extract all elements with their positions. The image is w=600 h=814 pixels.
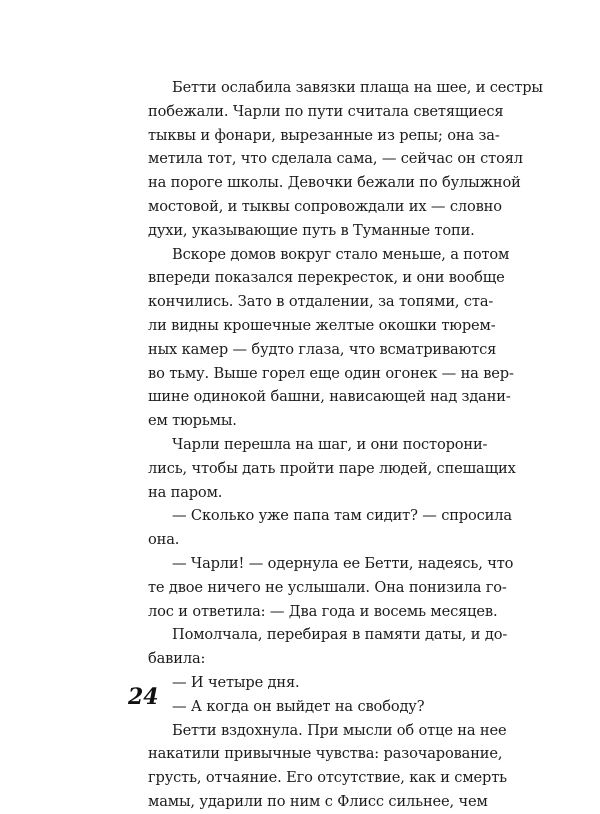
text-line: метила тот, что сделала сама, — сейчас он стоял bbox=[148, 150, 523, 168]
text-line: Помолчала, перебирая в памяти даты, и до- bbox=[172, 626, 508, 644]
text-line: мостовой, и тыквы сопровождали их — словно bbox=[148, 197, 502, 215]
text-line: ли видны крошечные желтые окошки тюрем- bbox=[148, 316, 496, 334]
text-line: Чарли перешла на шаг, и они посторони- bbox=[172, 435, 488, 453]
text-line: — Чарли! — одернула ее Бетти, надеясь, что bbox=[172, 554, 514, 572]
text-line: те двое ничего не услышали. Она понизила го- bbox=[148, 578, 507, 596]
text-line: Бетти ослабила завязки плаща на шее, и сестры bbox=[172, 79, 543, 96]
text-line: — Сколько уже папа там сидит? — спросила bbox=[172, 507, 512, 525]
text-line: тыквы и фонари, вырезанные из репы; она за- bbox=[148, 126, 500, 144]
text-line: мамы, ударили по ним с Флисс сильнее, чем bbox=[148, 792, 488, 810]
text-line: ных камер — будто глаза, что всматриваются bbox=[148, 340, 497, 358]
text-line: накатили привычные чувства: разочарование, bbox=[148, 745, 503, 763]
text-line: она. bbox=[148, 531, 180, 549]
text-line: бавила: bbox=[148, 650, 206, 668]
text-line: впереди показался перекресток, и они вообще bbox=[148, 269, 505, 287]
text-line: — И четыре дня. bbox=[172, 673, 300, 691]
text-line: во тьму. Выше горел еще один огонек — на вер- bbox=[148, 364, 514, 382]
text-line: Вскоре домов вокруг стало меньше, а потом bbox=[172, 245, 510, 263]
text-line: ем тюрьмы. bbox=[148, 412, 237, 430]
text-line: побежали. Чарли по пути считала светящиеся bbox=[148, 102, 504, 120]
text-line: кончились. Зато в отдалении, за топями, ста- bbox=[148, 293, 494, 311]
text-line: — А когда он выйдет на свободу? bbox=[172, 697, 425, 715]
text-line: лись, чтобы дать пройти паре людей, спешащих bbox=[148, 459, 516, 477]
text-line: лос и ответила: — Два года и восемь месяцев. bbox=[148, 602, 498, 620]
text-line: Бетти вздохнула. При мысли об отце на нее bbox=[172, 721, 507, 739]
text-line: грусть, отчаяние. Его отсутствие, как и смерть bbox=[148, 769, 507, 787]
body-text bbox=[148, 76, 543, 814]
text-line: на пороге школы. Девочки бежали по булыжной bbox=[148, 174, 521, 192]
text-line: шине одинокой башни, нависающей над здани- bbox=[148, 388, 511, 406]
page-number: 24 bbox=[128, 684, 159, 710]
text-line: на паром. bbox=[148, 483, 223, 501]
text-line: духи, указывающие путь в Туманные топи. bbox=[148, 221, 475, 239]
